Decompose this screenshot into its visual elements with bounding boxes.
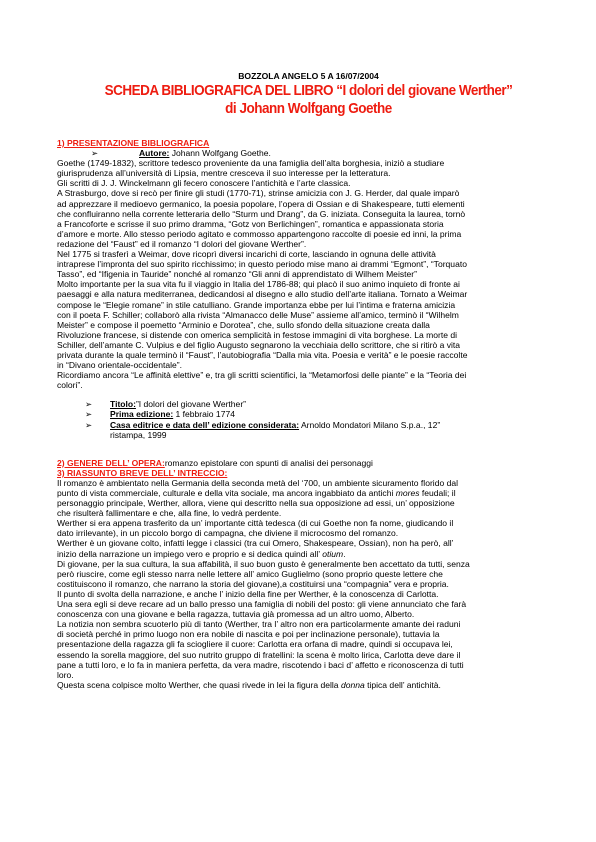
biography-line: che confluiranno nella corrente letteraria dello “Sturm und Drang”, da G. iniziata. Conseguita la laurea, tornò — [57, 208, 466, 219]
summary-line: Questa scena colpisce molto Werther, che quasi rivede in lei la figura della donna tipica dell’ antichità. — [57, 679, 441, 690]
biography-line: redazione del “Faust” ed il romanzo “I dolori del giovane Werther”. — [57, 238, 307, 249]
summary-line: essendo la sorella maggiore, del suo nutrito gruppo di fratellini: la scena è molto lirica, Carlotta deve dare il — [57, 649, 461, 660]
edition-value: 1 febbraio 1774 — [173, 409, 235, 420]
biography-line: Meister” e compose il poemetto “Arminio e Dorotea”, che, sullo sfondo della situazione creata dalla — [57, 319, 430, 330]
summary-line: che risulterà fallimentare e che, alla fine, lo vedrà perdente. — [57, 508, 282, 519]
biography-line: intraprese l’impronta del suo spirito ricchissimo; in questo periodo mise mano ai drammi “Egmont”, “Torquato — [57, 259, 467, 270]
biography-line: ad apprezzare il medioevo germanico, la poesia popolare, l’opera di Ossian e di Shakespeare, tutti elementi — [57, 198, 465, 209]
author-bullet — [57, 148, 560, 158]
biography-line: Nel 1775 si trasferì a Weimar, dove ricoprì diversi incarichi di corte, lasciando in ognuna delle attività — [57, 249, 436, 260]
edition-label: Prima edizione: — [110, 409, 174, 420]
summary-line: loro. — [57, 669, 74, 680]
biography-line: paesaggi e alla natura mediterranea, dedicandosi al disegno e allo studio dell’arte italiana. Tornato a Weimar — [57, 289, 468, 300]
summary-line: Werther è un giovane colto, infatti legge i classici (tra cui Omero, Shakespeare, Ossian), non ha però, all’ — [57, 538, 454, 549]
italic-word: donna — [340, 679, 365, 690]
section2-heading: 2) GENERE DELL’ OPERA: — [57, 457, 165, 468]
summary-line: pane a tutti loro, e lo fa in maniera perfetta, da vera madre, riscotendo i baci d’ affetto e riconoscenza di tutti — [57, 659, 464, 670]
title-label: Titolo: — [110, 399, 136, 410]
biography-line: Schiller, dell’amante C. Vulpius e del figlio Augusto segnarono la vecchiaia dello scrittore, che si ritirò a vita — [57, 339, 461, 350]
biography-line: privata durante la quale terminò il “Faust”, l’autobiografia “Dalla mia vita. Poesia e verità” e le poesie raccolte — [57, 349, 468, 360]
publisher-label: Casa editrice e data dell’ edizione considerata: — [110, 419, 300, 430]
publisher-bullet — [57, 420, 560, 440]
biography-line: con il poeta F. Schiller; collaborò alla rivista “Almanacco delle Muse” assieme all’amico, terminò il “Wilhelm — [57, 309, 459, 320]
arrow-bullet-icon: ➢ — [85, 419, 93, 430]
author-date-line: BOZZOLA ANGELO 5 A 16/07/2004 — [238, 71, 379, 81]
biography-line: colori”. — [57, 380, 83, 391]
summary-line: costituiscono il romanzo, che narrano la storia del giovane),a costituirsi una “compagnia” vera e propria. — [57, 578, 449, 589]
biography-line: in “Divano orientale-occidentale”. — [57, 360, 182, 371]
arrow-bullet-icon: ➢ — [85, 399, 93, 410]
publisher-value-2: ristampa, 1999 — [110, 429, 167, 440]
biography-line: giurisprudenza all’università di Lipsia, mentre cresceva il suo interesse per la letteratura. — [57, 168, 391, 179]
biography-line: A Strasburgo, dove si recò per finire gli studi (1770-71), strinse amicizia con J. G. Herder, dal quale imparò — [57, 188, 460, 199]
biography-line: Rivoluzione francese, si distende con omerica semplicità in festose immagini di vita borghese. La morte di — [57, 329, 457, 340]
author-value: Johann Wolfgang Goethe. — [169, 148, 271, 159]
summary-line: La notizia non sembra scuoterlo più di tanto (Werther, tra l’ altro non era particolarmente amante dei raduni — [57, 619, 461, 630]
document-subtitle: di Johann Wolfgang Goethe — [225, 100, 392, 117]
summary-line: inizio della narrazione un impiego vero e proprio e si dedica quindi all’ otium. — [57, 548, 346, 559]
summary-line: conoscenza con una giovane e bella ragazza, tuttavia già promessa ad un altro uomo, Alberto. — [57, 609, 415, 620]
summary-line: punto di vista commerciale, culturale e della vita sociale, ma ancora ingabbiato da antichi mores feudali; il — [57, 488, 456, 498]
genre-value: romanzo epistolare con spunti di analisi dei personaggi — [164, 457, 373, 468]
summary-line: presentazione della ragazza gli fa sciogliere il cuore: Carlotta era orfana di madre, quindi si occupava lei, — [57, 639, 453, 650]
title-value: ”I dolori del giovane Werther” — [135, 399, 247, 410]
summary-line: dato irrilevante), in un piccolo borgo di campagna, che diviene il microcosmo del romanzo. — [57, 528, 399, 539]
summary-line: Di giovane, per la sua cultura, la sua affabilità, il suo buon gusto è generalmente ben accettato da tutti, senza — [57, 558, 470, 569]
summary-line: Una sera egli si deve recare ad un ballo presso una famiglia di nobili del posto: gli viene annunciato che farà — [57, 599, 467, 610]
biography-line: Molto importante per la sua vita fu il viaggio in Italia del 1786-88; qui placò il suo animo inquieto di fronte ai — [57, 279, 460, 290]
biography-line: d’amore e morte. Allo stesso periodo agitato e commosso appartengono raccolte di poesie ed inni, la prima — [57, 228, 462, 239]
summary-line: di società perché in primo luogo non era nobile di nascita e poi per inclinazione personale), tuttavia la — [57, 629, 440, 640]
edition-bullet — [57, 409, 560, 419]
biography-line: a Francoforte e scrisse il suo primo dramma, “Gotz von Berlichingen”, romantica e appassionata storia — [57, 218, 444, 229]
section3-heading: 3) RIASSUNTO BREVE DELL’ INTRECCIO: — [57, 467, 228, 478]
summary-line: Il punto di svolta della narrazione, e anche l’ inizio della fine per Werther, è la conoscenza di Carlotta. — [57, 588, 439, 599]
italic-word: mores — [395, 488, 420, 498]
summary-line: però riuscire, come egli stesso narra nelle lettere all’ amico Guglielmo (sono proprio queste lettere che — [57, 568, 443, 579]
biography-line: Tasso”, ed “Ifigenia in Tauride” nonché al romanzo “Gli anni di apprendistato di Wilhem Meister” — [57, 269, 417, 280]
document-title: SCHEDA BIBLIOGRAFICA DEL LIBRO “I dolori del giovane Werther” — [104, 82, 513, 99]
summary-line: personaggio principale, Werther, allora, viene qui descritto nella sua opposizione ad essi, un’ opposizione — [57, 498, 455, 509]
author-label: Autore: — [139, 148, 170, 159]
biography-line: Gli scritti di J. J. Winckelmann gli fecero conoscere l’antichità e l’arte classica. — [57, 178, 351, 189]
summary-text — [57, 478, 560, 690]
biography-line: Ricordiamo ancora “Le affinità elettive” e, tra gli scritti scientifici, la “Metamorfosi delle piante” e la “Teoria dei — [57, 370, 467, 381]
italic-word: otium — [322, 548, 344, 559]
title-bullet — [57, 399, 560, 409]
arrow-bullet-icon: ➢ — [91, 148, 99, 159]
arrow-bullet-icon: ➢ — [85, 409, 93, 420]
biography-line: compose le “Elegie romane” in stile catulliano. Grande importanza ebbe per lui l’intima e fraterna amicizia — [57, 299, 456, 310]
biography-line: Goethe (1749-1832), scrittore tedesco proveniente da una famiglia dell’alta borghesia, iniziò a studiare — [57, 158, 445, 169]
publisher-value: Arnoldo Mondatori Milano S.p.a., 12” — [299, 419, 441, 430]
section1-heading: 1) PRESENTAZIONE BIBLIOGRAFICA — [57, 138, 210, 148]
biography-text — [57, 158, 560, 390]
summary-line: Werther si era appena trasferito da un’ importante città tedesca (di cui Goethe non fa nome, giudicando il — [57, 518, 454, 529]
summary-line: Il romanzo è ambientato nella Germania della seconda metà del ‘700, un ambiente sicuramento florido dal — [57, 477, 458, 488]
